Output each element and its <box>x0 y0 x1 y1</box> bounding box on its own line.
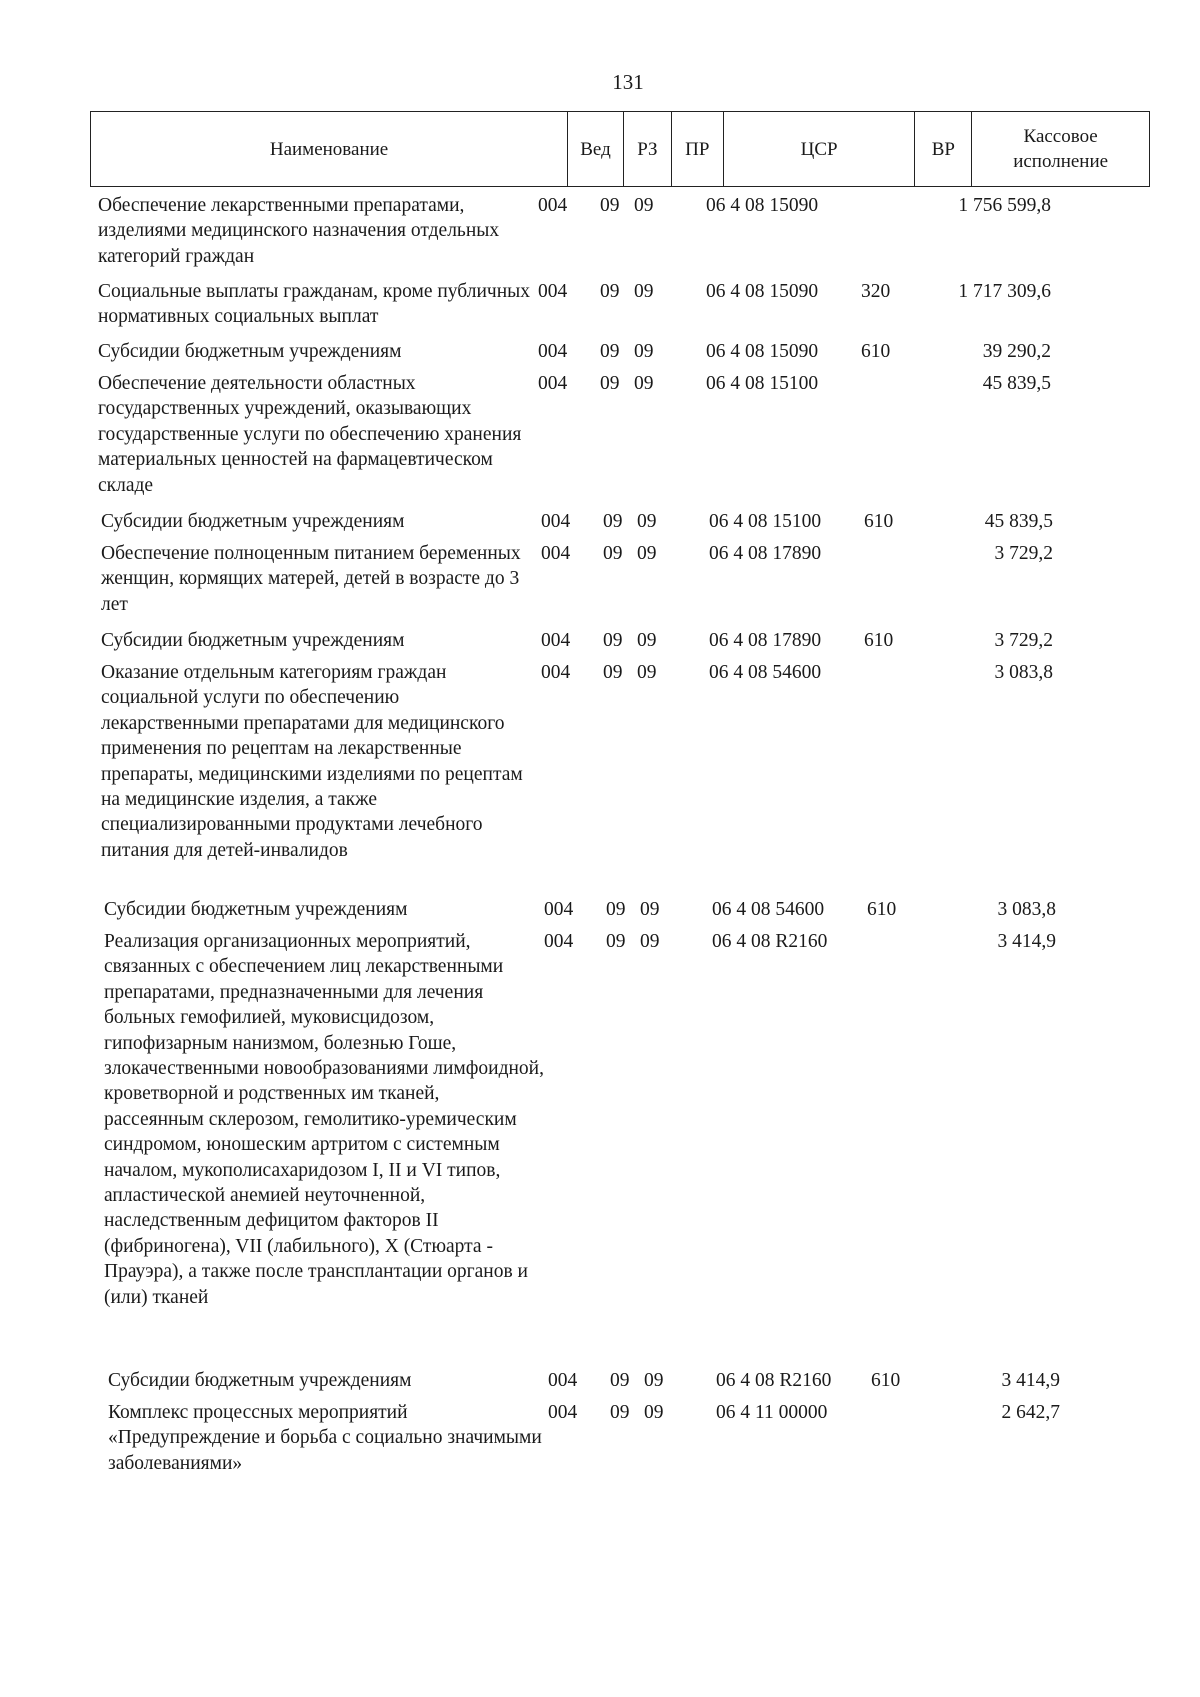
cell-ved: 004 <box>541 511 571 532</box>
cell-pr: 09 <box>644 1370 664 1391</box>
cell-csr: 06 4 08 17890 <box>709 543 822 564</box>
cell-vr: 610 <box>864 511 894 532</box>
cell-vr: 610 <box>861 341 891 362</box>
cell-pr: 09 <box>634 195 654 216</box>
cell-ved: 004 <box>544 931 574 952</box>
cell-pr: 09 <box>634 341 654 362</box>
cell-csr: 06 4 08 15100 <box>706 373 819 394</box>
cell-kassovoe-ispolnenie: 3 083,8 <box>994 662 1053 683</box>
cell-rz: 09 <box>600 373 620 394</box>
cell-vr: 610 <box>864 630 894 651</box>
cell-kassovoe-ispolnenie: 3 729,2 <box>994 543 1053 564</box>
cell-ved: 004 <box>538 373 568 394</box>
cell-name: Субсидии бюджетным учреждениям <box>98 341 402 362</box>
cell-pr: 09 <box>640 899 660 920</box>
cell-rz: 09 <box>606 899 626 920</box>
header-vr: ВР <box>915 112 972 186</box>
cell-pr: 09 <box>634 373 654 394</box>
cell-csr: 06 4 08 54600 <box>712 899 825 920</box>
cell-vr: 610 <box>871 1370 901 1391</box>
cell-pr: 09 <box>644 1402 664 1423</box>
cell-ved: 004 <box>538 281 568 302</box>
header-csr: ЦСР <box>724 112 916 186</box>
header-rz: РЗ <box>624 112 672 186</box>
cell-name: Социальные выплаты гражданам, кроме публичных нормативных социальных выплат <box>98 281 530 328</box>
cell-kassovoe-ispolnenie: 3 083,8 <box>997 899 1056 920</box>
cell-name: Обеспечение лекарственными препаратами, изделиями медицинского назначения отдельных категорий граждан <box>98 195 500 267</box>
cell-kassovoe-ispolnenie: 39 290,2 <box>982 341 1051 362</box>
cell-ved: 004 <box>538 195 568 216</box>
cell-rz: 09 <box>603 511 623 532</box>
cell-csr: 06 4 08 17890 <box>709 630 822 651</box>
cell-ved: 004 <box>548 1402 578 1423</box>
cell-ved: 004 <box>548 1370 578 1391</box>
cell-rz: 09 <box>600 195 620 216</box>
cell-name: Реализация организационных мероприятий, связанных с обеспечением лиц лекарственными препаратами, предназначенными для лечения больных гемофилией, муковисцидозом, гипофизарным нанизмом, болезнью Гоше, злокачественными новообразованиями лимфоидной, кроветворной и родственных им тканей, рассеянным склерозом, гемолитико-уремическим синдромом, юношеским артритом с системным началом, мукополисахаридозом I, II и VI типов, апластической анемией неуточненной, наследственным дефицитом факторов II (фибриногена), VII (лабильного), X (Стюарта - Прауэра), а также после трансплантации органов и (или) тканей <box>104 931 544 1308</box>
cell-vr: 610 <box>867 899 897 920</box>
cell-name: Субсидии бюджетным учреждениям <box>101 511 405 532</box>
header-kassovoe-ispolnenie: Кассовое исполнение <box>1013 126 1109 172</box>
cell-csr: 06 4 08 15090 <box>706 195 819 216</box>
cell-kassovoe-ispolnenie: 3 729,2 <box>994 630 1053 651</box>
cell-name: Комплекс процессных мероприятий «Предупреждение и борьба с социально значимыми заболеваниями» <box>108 1402 542 1474</box>
cell-ved: 004 <box>538 341 568 362</box>
cell-csr: 06 4 08 15090 <box>706 341 819 362</box>
cell-name: Обеспечение деятельности областных государственных учреждений, оказывающих государственные услуги по обеспечению хранения материальных ценностей на фармацевтическом складе <box>98 373 522 496</box>
cell-pr: 09 <box>640 931 660 952</box>
cell-ved: 004 <box>544 899 574 920</box>
cell-ved: 004 <box>541 543 571 564</box>
cell-kassovoe-ispolnenie: 1 717 309,6 <box>958 281 1051 302</box>
cell-rz: 09 <box>610 1370 630 1391</box>
cell-rz: 09 <box>610 1402 630 1423</box>
cell-pr: 09 <box>637 662 657 683</box>
cell-csr: 06 4 08 R2160 <box>716 1370 832 1391</box>
table-header <box>90 111 1150 187</box>
cell-csr: 06 4 08 54600 <box>709 662 822 683</box>
cell-name: Оказание отдельным категориям граждан социальной услуги по обеспечению лекарственными препаратами для медицинского применения по рецептам на лекарственные препараты, медицинскими изделиями по рецептам на медицинские изделия, а также специализированными продуктами лечебного питания для детей-инвалидов <box>101 662 523 861</box>
cell-rz: 09 <box>603 543 623 564</box>
cell-rz: 09 <box>600 281 620 302</box>
header-ved: Вед <box>568 112 624 186</box>
cell-csr: 06 4 08 15100 <box>709 511 822 532</box>
cell-kassovoe-ispolnenie: 45 839,5 <box>984 511 1053 532</box>
cell-ved: 004 <box>541 630 571 651</box>
cell-vr: 320 <box>861 281 891 302</box>
cell-ved: 004 <box>541 662 571 683</box>
cell-rz: 09 <box>603 630 623 651</box>
cell-rz: 09 <box>606 931 626 952</box>
cell-name: Субсидии бюджетным учреждениям <box>108 1370 412 1391</box>
cell-pr: 09 <box>637 511 657 532</box>
cell-pr: 09 <box>637 630 657 651</box>
cell-kassovoe-ispolnenie: 1 756 599,8 <box>958 195 1051 216</box>
cell-rz: 09 <box>603 662 623 683</box>
page-number: 131 <box>612 70 644 94</box>
cell-name: Обеспечение полноценным питанием беременных женщин, кормящих матерей, детей в возрасте до 3 лет <box>101 543 521 615</box>
cell-kassovoe-ispolnenie: 2 642,7 <box>1001 1402 1060 1423</box>
cell-kassovoe-ispolnenie: 3 414,9 <box>997 931 1056 952</box>
cell-csr: 06 4 11 00000 <box>716 1402 828 1423</box>
cell-name: Субсидии бюджетным учреждениям <box>104 899 408 920</box>
header-name: Наименование <box>91 112 568 186</box>
cell-kassovoe-ispolnenie: 45 839,5 <box>982 373 1051 394</box>
header-pr: ПР <box>672 112 724 186</box>
cell-pr: 09 <box>637 543 657 564</box>
cell-kassovoe-ispolnenie: 3 414,9 <box>1001 1370 1060 1391</box>
cell-rz: 09 <box>600 341 620 362</box>
cell-name: Субсидии бюджетным учреждениям <box>101 630 405 651</box>
cell-pr: 09 <box>634 281 654 302</box>
cell-csr: 06 4 08 15090 <box>706 281 819 302</box>
cell-csr: 06 4 08 R2160 <box>712 931 828 952</box>
